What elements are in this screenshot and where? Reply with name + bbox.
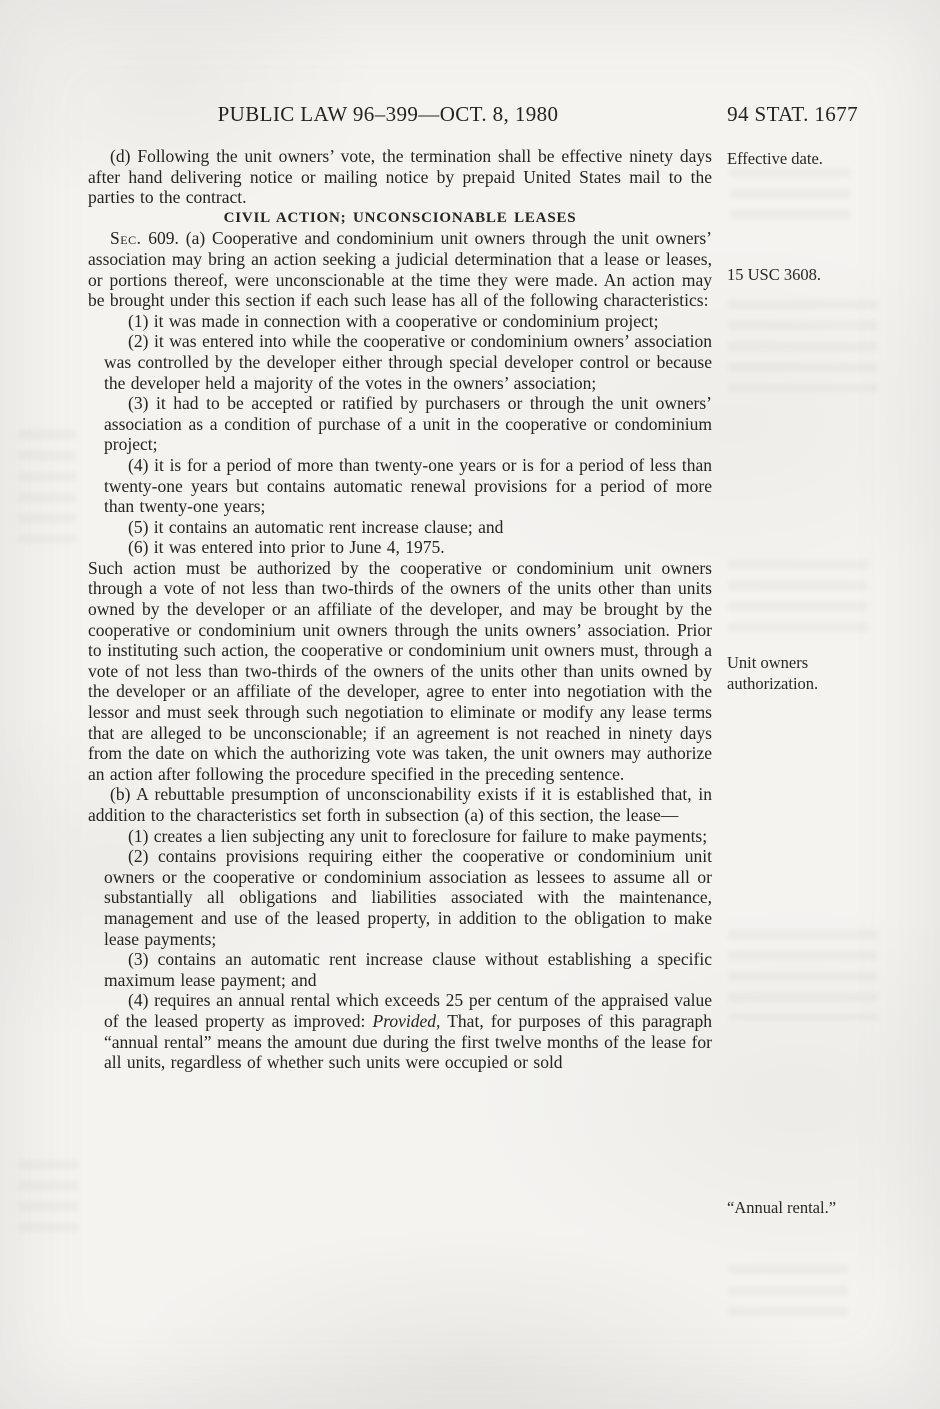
margin-note-usc-citation: 15 USC 3608. xyxy=(727,265,821,284)
paragraph-such-action: Such action must be authorized by the cooperative or condominium unit owners through a vote of not less than two-thirds of the owners of the units other than units owned by the developer or an affiliate of the developer, and may be brought by the cooperative or condominium unit owners through the units owners’ association. Prior to instituting such action, the cooperative or condominium unit owners must, through a vote of not less than two-thirds of the owners of the units other than units owned by the developer or an affiliate of the developer, agree to enter into negotiation with the lessor and must seek through such negotiation to eliminate or modify any lease terms that are alleged to be unconscionable; if an agreement is not reached in ninety days from the date on which the authorizing vote was taken, the unit owners may authorize an action after following the procedure specified in the preceding sentence. xyxy=(88,557,712,784)
bleedthrough-artifact xyxy=(728,300,878,392)
b-item-4-text-before: (4) requires an annual rental which exceeds 25 per centum of the appraised value of the leased property as improved: xyxy=(104,990,712,1031)
subsection-b-item-2: (2) contains provisions requiring either the cooperative or condominium unit owners or the cooperative or condominium association as lessees to assume all or substantially all obligations and liabilities associated with the maintenance, management and use of the leased property, in addition to the obligation to make lease payments; xyxy=(104,846,712,949)
bleedthrough-artifact xyxy=(18,1160,78,1244)
subsection-a-item-4: (4) it is for a period of more than twenty-one years or is for a period of less than twenty-one years but contains automatic renewal provisions for a period of more than twenty-one years; xyxy=(104,454,712,517)
header-law-title: PUBLIC LAW 96–399—OCT. 8, 1980 xyxy=(217,102,559,126)
statute-text-column xyxy=(88,146,712,1073)
header-stat-citation: 94 STAT. 1677 xyxy=(727,102,858,126)
b-item-4-text-after: That, for purposes of this paragraph “annual rental” means the amount due during the first twelve months of the lease for all units, regardless of whether such units were occupied or sold xyxy=(104,1010,712,1073)
bleedthrough-artifact xyxy=(730,168,850,226)
b-item-4-proviso-italic: Provided, xyxy=(372,1010,441,1031)
section-heading-civil-action: CIVIL ACTION; UNCONSCIONABLE LEASES xyxy=(223,209,577,226)
bleedthrough-artifact xyxy=(728,930,878,1020)
subsection-a-item-2: (2) it was entered into while the cooperative or condominium owners’ association was controlled by the developer either through special developer control or because the developer held a majority of the votes in the owners’ association; xyxy=(104,331,712,393)
subsection-b-item-4 xyxy=(88,990,712,1072)
bleedthrough-artifact xyxy=(18,430,76,542)
margin-note-effective-date: Effective date. xyxy=(727,149,823,168)
paragraph-d: (d) Following the unit owners’ vote, the termination shall be effective ninety days after hand delivering notice or mailing notice by prepaid United States mail to the parties to the contract. xyxy=(88,146,712,208)
margin-note-unit-owners-authorization: Unit owners authorization. xyxy=(727,653,819,693)
subsection-a-item-3: (3) it had to be accepted or ratified by purchasers or through the unit owners’ association as a condition of purchase of a unit in the cooperative or condominium project; xyxy=(104,393,712,455)
subsection-b-item-3: (3) contains an automatic rent increase clause without establishing a specific maximum lease payment; and xyxy=(104,949,712,990)
margin-note-annual-rental: “Annual rental.” xyxy=(727,1198,837,1217)
page-header xyxy=(88,102,858,130)
subsection-a-item-6: (6) it was entered into prior to June 4, 1975. xyxy=(128,537,445,558)
subsection-a-item-1: (1) it was made in connection with a cooperative or condominium project; xyxy=(128,310,659,331)
sec-609-intro-text: 609. (a) Cooperative and condominium unit owners through the unit owners’ association may bring an action seeking a judicial determination that a lease or leases, or portions thereof, were unconscionable at the time they were made. An action may be brought under this section if each such lease has all of the following characteristics: xyxy=(88,228,712,311)
subsection-b-item-1: (1) creates a lien subjecting any unit to foreclosure for failure to make payments; xyxy=(128,825,708,846)
bleedthrough-artifact xyxy=(728,560,868,644)
subsection-a-item-5: (5) it contains an automatic rent increase clause; and xyxy=(128,516,504,537)
bleedthrough-artifact xyxy=(728,1265,848,1325)
sec-609-label: Sec. xyxy=(110,228,142,249)
paragraph-b: (b) A rebuttable presumption of unconscionability exists if it is established that, in addition to the characteristics set forth in subsection (a) of this section, the lease— xyxy=(88,784,712,825)
sec-609-intro-paragraph xyxy=(88,228,712,310)
